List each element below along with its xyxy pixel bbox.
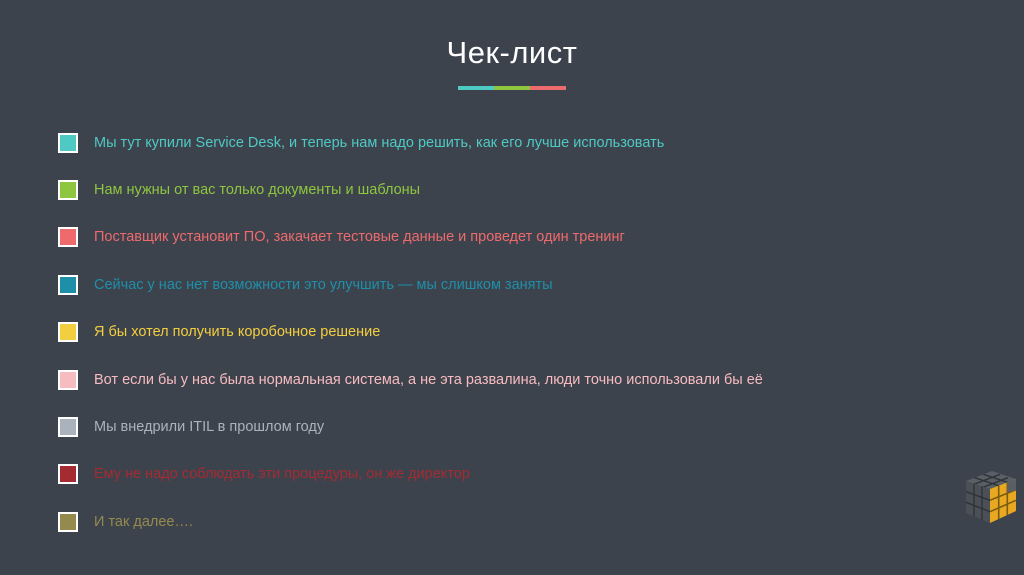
checklist-item xyxy=(58,119,763,166)
checklist-item-label: Ему не надо соблюдать эти процедуры, он же директор xyxy=(94,466,470,483)
checkbox-icon[interactable] xyxy=(58,464,78,484)
underline-segment xyxy=(494,86,530,90)
checkbox-icon[interactable] xyxy=(58,512,78,532)
checklist-item xyxy=(58,214,763,261)
checkbox-icon[interactable] xyxy=(58,227,78,247)
checklist-item-label: И так далее…. xyxy=(94,513,194,530)
checkbox-icon[interactable] xyxy=(58,322,78,342)
checklist-item xyxy=(58,356,763,403)
checkbox-icon[interactable] xyxy=(58,370,78,390)
checkbox-icon[interactable] xyxy=(58,275,78,295)
checklist-item xyxy=(58,498,763,545)
cube-logo-icon xyxy=(958,465,1022,529)
checklist-item xyxy=(58,166,763,213)
checkbox-icon[interactable] xyxy=(58,180,78,200)
checkbox-icon[interactable] xyxy=(58,417,78,437)
checklist-item-label: Сейчас у нас нет возможности это улучшить — мы слишком заняты xyxy=(94,276,553,293)
checklist-item-label: Вот если бы у нас была нормальная система, а не эта развалина, люди точно использовали бы её xyxy=(94,371,763,388)
checklist-item xyxy=(58,451,763,498)
checklist-item-label: Нам нужны от вас только документы и шаблоны xyxy=(94,182,421,199)
checklist-item-label: Мы тут купили Service Desk, и теперь нам надо решить, как его лучше использовать xyxy=(94,134,665,151)
checkbox-icon[interactable] xyxy=(58,133,78,153)
checklist-item xyxy=(58,261,763,308)
checklist xyxy=(58,119,763,546)
checklist-item xyxy=(58,309,763,356)
slide-title: Чек-лист xyxy=(446,35,578,70)
checklist-item-label: Поставщик установит ПО, закачает тестовые данные и проведет один тренинг xyxy=(94,229,625,246)
underline-segment xyxy=(530,86,566,90)
title-underline xyxy=(458,86,566,90)
underline-segment xyxy=(458,86,494,90)
checklist-item-label: Я бы хотел получить коробочное решение xyxy=(94,324,381,341)
checklist-item xyxy=(58,403,763,450)
checklist-item-label: Мы внедрили ITIL в прошлом году xyxy=(94,419,325,436)
